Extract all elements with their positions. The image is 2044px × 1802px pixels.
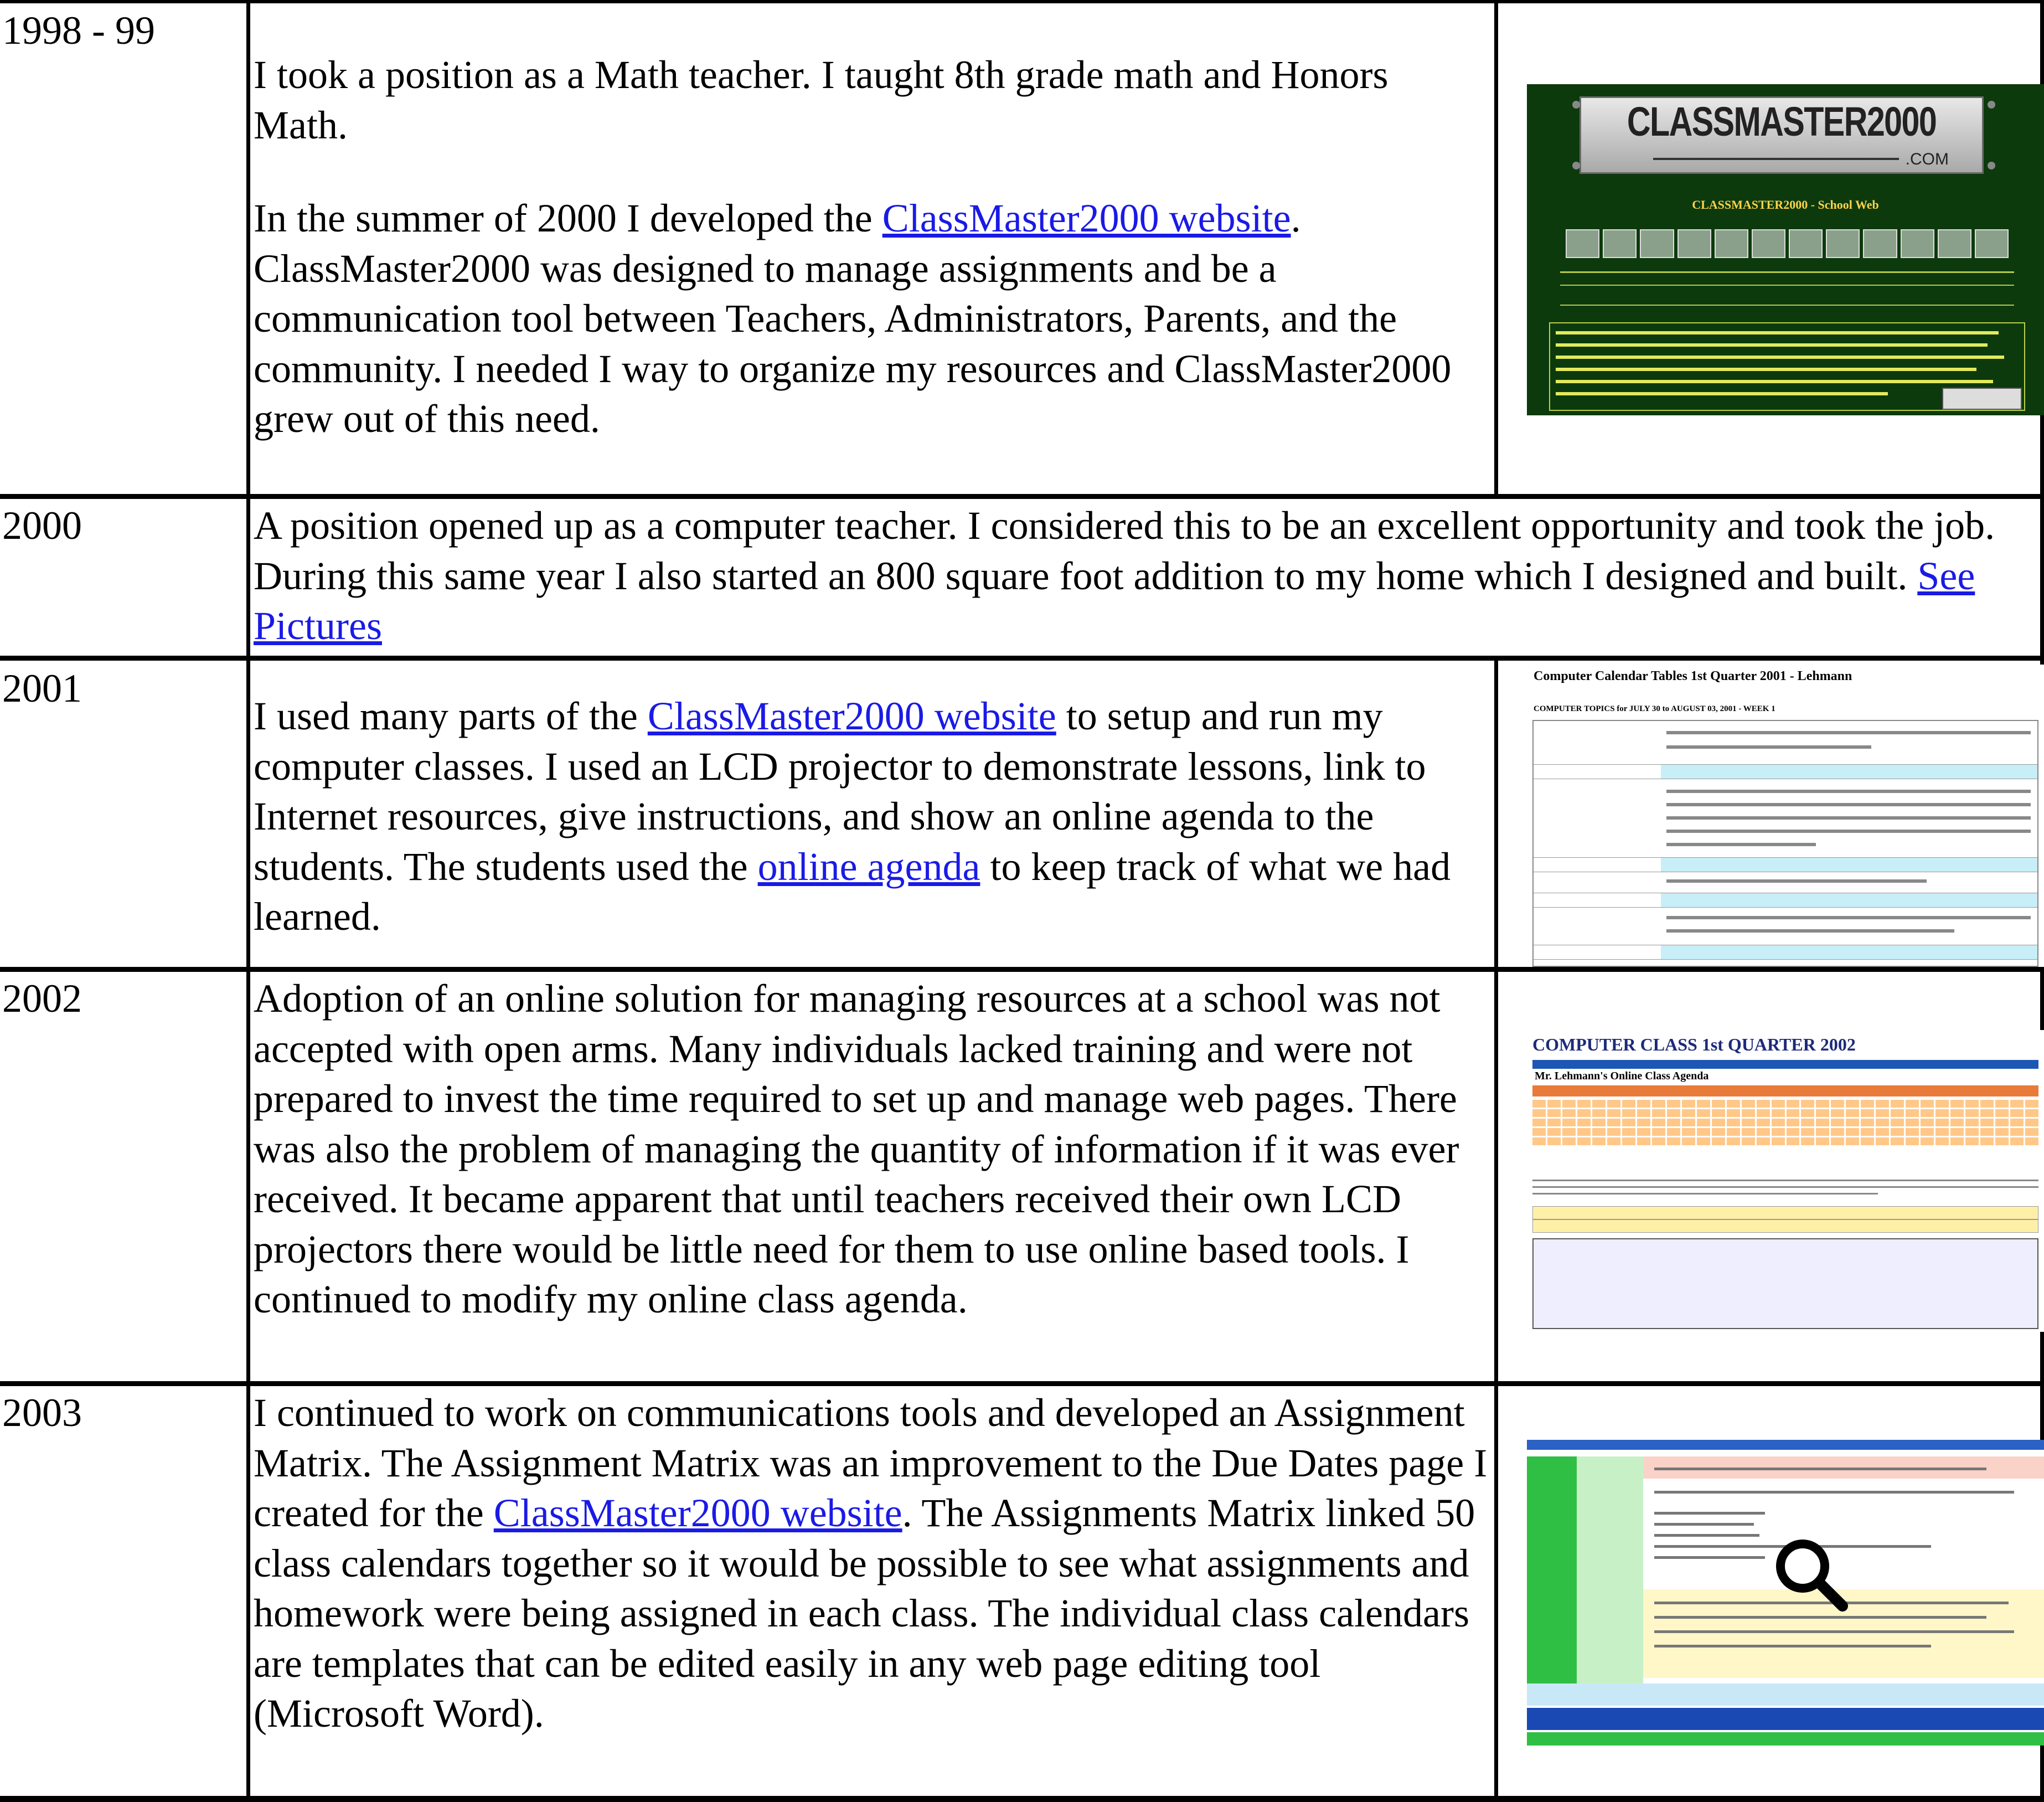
- text-segment: I continued to work on communications tools and developed an Assignment Matrix. The Assignment Matrix was an improvement to the Due Dates page I created for the: [254, 1391, 1488, 1535]
- row-description: [254, 691, 1485, 942]
- description-paragraph: [254, 193, 1472, 444]
- divider-line: [1560, 305, 2014, 306]
- classmaster-website-link[interactable]: ClassMaster2000 website: [493, 1491, 902, 1535]
- description-paragraph: [254, 1388, 1488, 1739]
- green-row: [1527, 1732, 2044, 1746]
- online-agenda-link[interactable]: online agenda: [757, 844, 980, 889]
- assignment-matrix-thumbnail[interactable]: [1527, 1440, 2044, 1746]
- screw-icon: [1988, 162, 1995, 169]
- text-segment: to setup and run my computer classes. I used an LCD projector to demonstrate lessons, link to Internet resources, give instructions, and show an online agenda to the students. The students used the: [254, 694, 1426, 889]
- nav-icon: [1901, 229, 1934, 258]
- text-segment: I used many parts of the: [254, 694, 648, 738]
- nav-icon-strip: [1566, 229, 2009, 258]
- text-segment: A position opened up as a computer teacher. I considered this to be an excellent opportunity and took the job. During this same year I also started an 800 square foot addition to my home which I designed and built.: [254, 503, 1995, 598]
- row-description: [254, 1388, 1488, 1739]
- row-divider: [0, 656, 2044, 661]
- classmaster-website-link[interactable]: ClassMaster2000 website: [882, 196, 1291, 240]
- description-paragraph: [254, 691, 1485, 942]
- column-divider: [1494, 0, 1498, 496]
- classmaster-logo-plate: [1580, 96, 1984, 174]
- calendar-grid: [1532, 720, 2038, 967]
- year-label: 2000: [2, 503, 82, 548]
- text-segment: to keep track of what we had learned.: [254, 844, 1451, 939]
- header-bar: [1527, 1440, 2044, 1450]
- class-agenda-2002-thumbnail[interactable]: [1527, 1030, 2044, 1332]
- text-segment: In the summer of 2000 I developed the: [254, 196, 882, 240]
- nav-icon: [1938, 229, 1971, 258]
- thumbnail-title: Computer Calendar Tables 1st Quarter 2001 - Lehmann: [1534, 669, 1852, 683]
- thumbnail-subtitle: CLASSMASTER2000 - School Web: [1692, 198, 1879, 212]
- description-paragraph: [254, 501, 2025, 651]
- divider-line: [1560, 285, 2014, 286]
- text-segment: . ClassMaster2000 was designed to manage assignments and be a communication tool between Teachers, Administrators, Parents, and the community. I needed I way to organize my resources and ClassMaster2000 grew out of this need.: [254, 196, 1452, 441]
- thumbnail-title: COMPUTER CLASS 1st QUARTER 2002: [1532, 1034, 1856, 1054]
- site-badge: [1942, 388, 2022, 410]
- classmaster-screenshot-thumbnail[interactable]: [1527, 84, 2044, 415]
- text-segment: . The Assignments Matrix linked 50 class calendars together so it would be possible to see what assignments and homework were being assigned in each class. The individual class calendars are templates that can be edited easily in any web page editing tool (Microsoft Word).: [254, 1491, 1475, 1736]
- nav-icon: [1566, 229, 1599, 258]
- divider-line: [1560, 271, 2014, 273]
- month-header-bar: [1532, 1085, 2038, 1096]
- logo-text: CLASSMASTER2000: [1627, 99, 1937, 145]
- row-description: [254, 501, 2025, 651]
- test-row: [1527, 1708, 2044, 1730]
- column-divider: [246, 0, 250, 1802]
- row-divider: [0, 494, 2044, 499]
- description-paragraph: I took a position as a Math teacher. I taught 8th grade math and Honors Math.: [254, 53, 1389, 147]
- week-row: [1532, 1219, 2038, 1233]
- homework-row: [1661, 857, 2037, 872]
- screw-icon: [1572, 162, 1580, 169]
- calendar-cells: [1532, 1100, 2038, 1145]
- row-description: [254, 974, 1488, 1325]
- year-label: 2002: [2, 976, 82, 1021]
- homework-row: [1661, 945, 2037, 959]
- row-divider: [0, 967, 2044, 972]
- description-paragraph: Adoption of an online solution for managing resources at a school was not accepted with open arms. Many individuals lacked training and were not prepared to invest the time required to set up and manage web pages. There was also the problem of managing the quantity of information if it was ever received. It became apparent that until teachers received their own LCD projectors there would be little need for them to use online based tools. I continued to modify my online class agenda.: [254, 976, 1459, 1321]
- nav-icon: [1863, 229, 1897, 258]
- blue-bar: [1532, 1060, 2038, 1069]
- thumbnail-subtitle: Mr. Lehmann's Online Class Agenda: [1535, 1070, 1709, 1082]
- year-label: 2001: [2, 666, 82, 710]
- nav-icon: [1715, 229, 1748, 258]
- nav-icon: [1789, 229, 1823, 258]
- homework-row: [1661, 764, 2037, 779]
- nav-icon: [1826, 229, 1860, 258]
- table-border-top: [0, 0, 2044, 3]
- thumbnail-subtitle: COMPUTER TOPICS for JULY 30 to AUGUST 03, 2001 - WEEK 1: [1534, 704, 1775, 713]
- topics-table: [1532, 1238, 2038, 1329]
- row-description: [254, 50, 1472, 444]
- logo-suffix: .COM: [1905, 150, 1949, 168]
- screw-icon: [1572, 101, 1580, 109]
- nav-icon: [1677, 229, 1711, 258]
- homework-row: [1661, 893, 2037, 907]
- row-divider: [0, 1381, 2044, 1386]
- year-label: 2003: [2, 1391, 82, 1435]
- column-divider: [1494, 658, 1498, 1802]
- table-border-bottom: [0, 1796, 2044, 1802]
- nav-icon: [1752, 229, 1785, 258]
- screw-icon: [1988, 101, 1995, 109]
- see-pictures-link[interactable]: See Pictures: [254, 553, 1975, 648]
- logo-rule: [1653, 158, 1899, 160]
- year-label: 1998 - 99: [2, 8, 155, 53]
- week-row: [1532, 1206, 2038, 1219]
- nav-icon: [1603, 229, 1637, 258]
- green-column: [1527, 1456, 1577, 1689]
- homework-row: [1527, 1683, 2044, 1706]
- classmaster-website-link[interactable]: ClassMaster2000 website: [647, 694, 1056, 738]
- light-green-column: [1577, 1456, 1643, 1689]
- nav-icon: [1975, 229, 2009, 258]
- magnifier-icon[interactable]: [1771, 1534, 1854, 1617]
- nav-icon: [1640, 229, 1674, 258]
- calendar-2001-thumbnail[interactable]: [1527, 665, 2044, 967]
